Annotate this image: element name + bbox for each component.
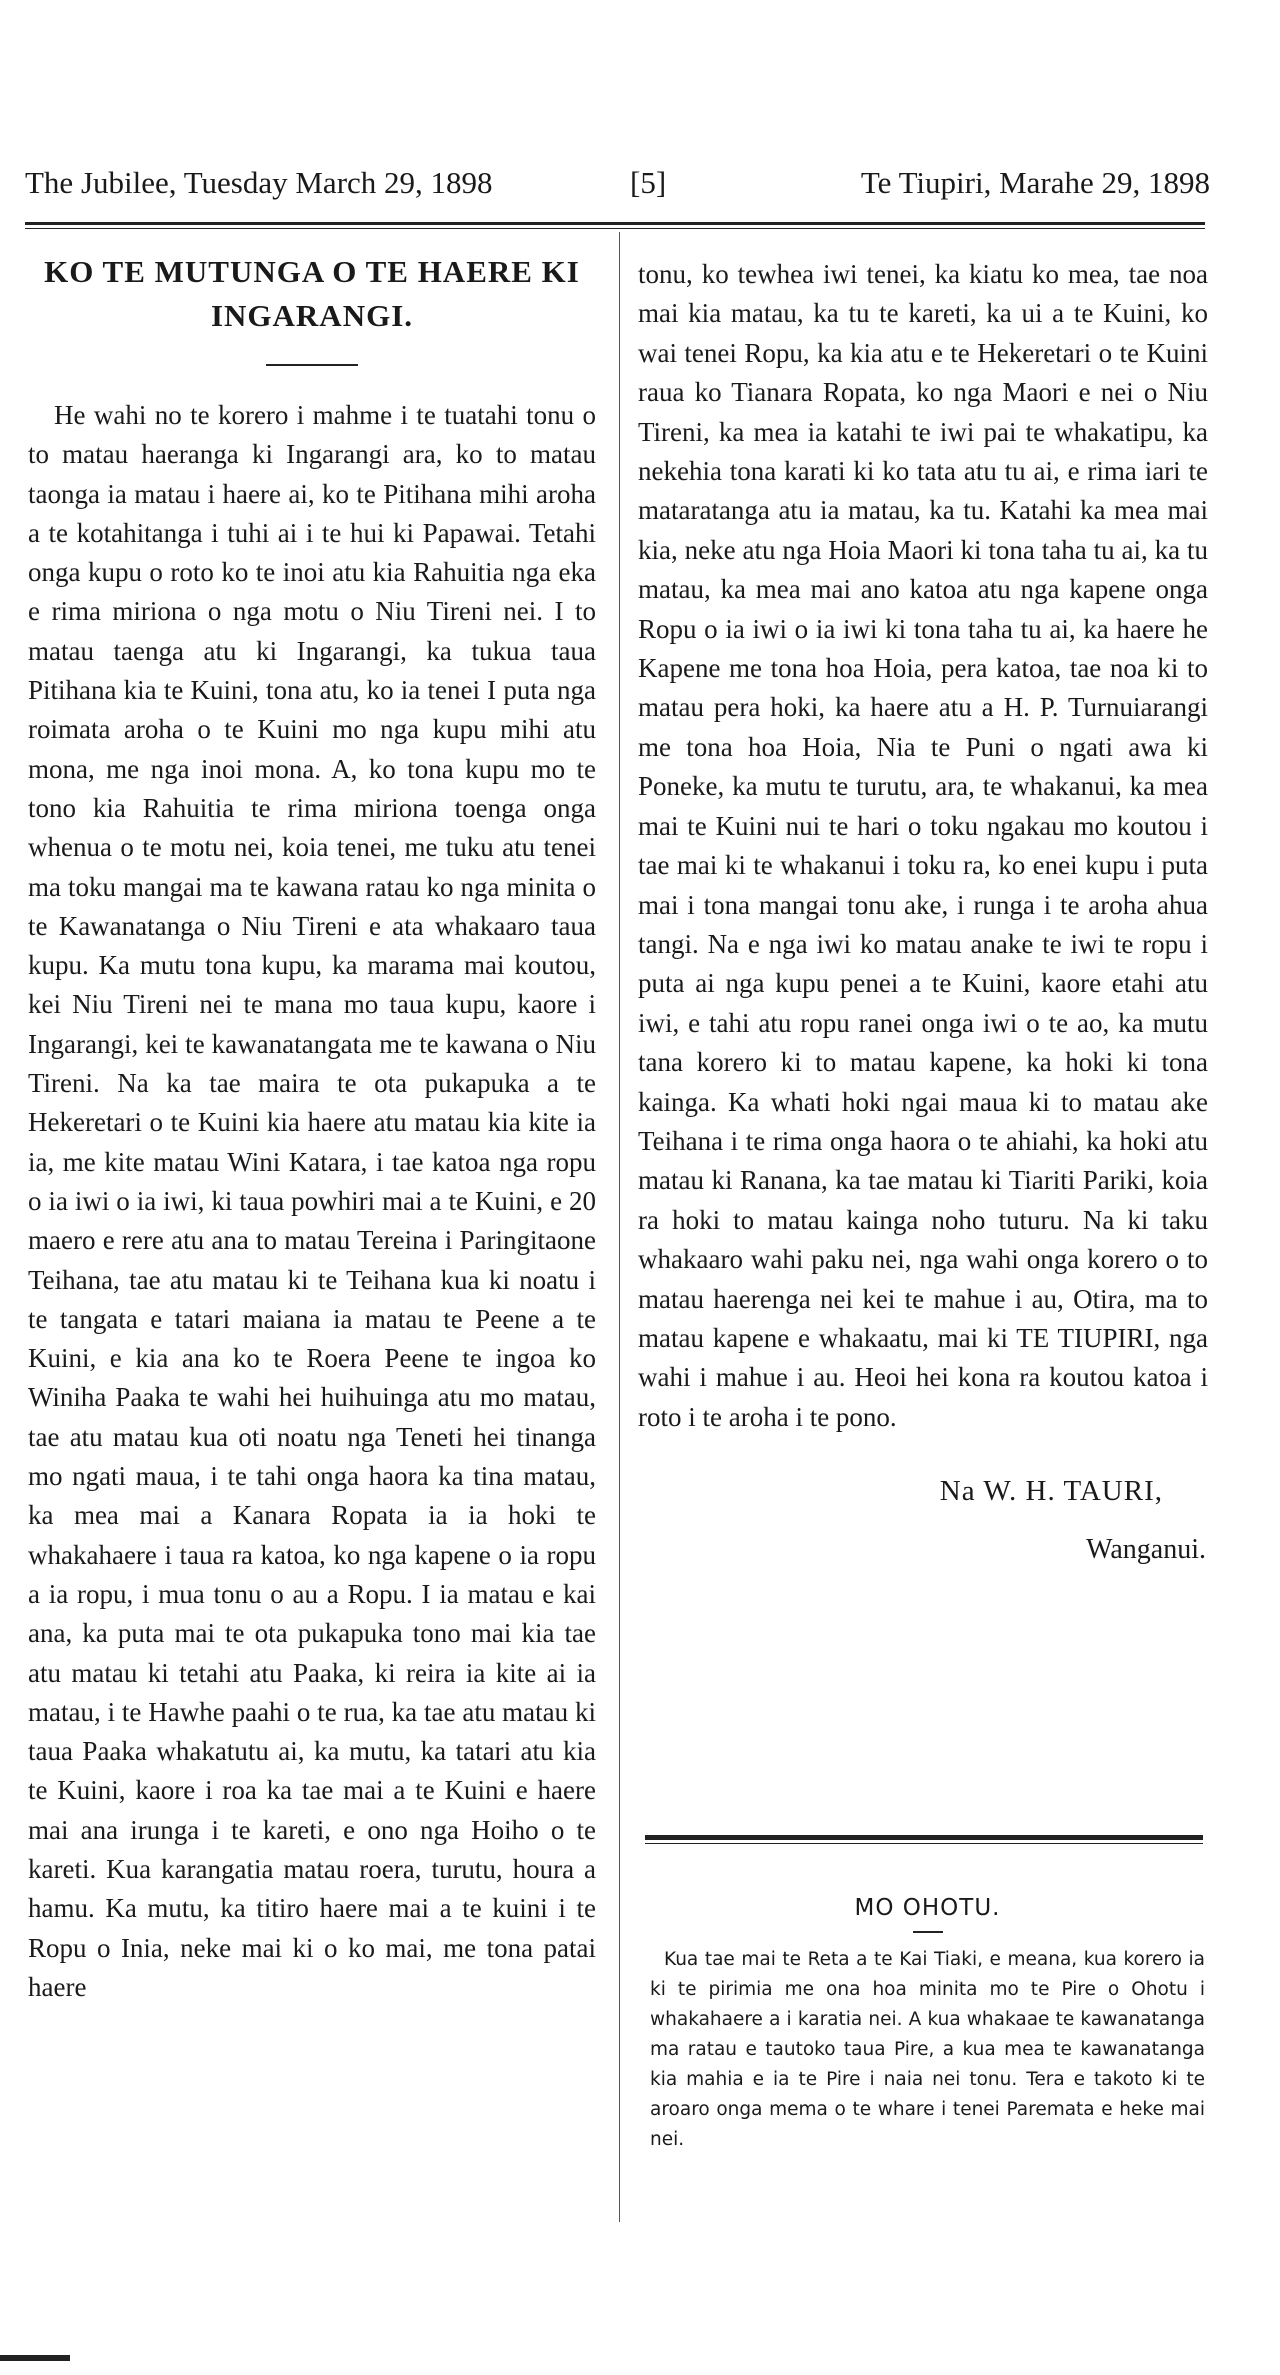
notice-body: Kua tae mai te Reta a te Kai Tiaki, e meana, kua korero ia ki te pirimia me ona hoa minita mo te Pire o Ohotu i whakahaere a i karatia nei. A kua whakaae te kawanatanga ma ratau e tautoko taua Pire, a kua mea te kawanatanga kia mahia e ia te Pire i naia nei tonu. Tera e takoto ki te aroaro onga mema o te whare i tenei Paremata e heke mai nei. bbox=[650, 1949, 1205, 2150]
page-number: [5] bbox=[630, 165, 667, 200]
page-header bbox=[25, 165, 1210, 210]
article-signature: Na W. H. TAURI, bbox=[939, 1475, 1163, 1508]
page-edge-mark bbox=[0, 2355, 70, 2361]
header-rule bbox=[25, 222, 1205, 229]
article-place: Wanganui. bbox=[1086, 1534, 1206, 1566]
article-body-right: tonu, ko tewhea iwi tenei, ka kiatu ko mea, tae noa mai kia matau, ka tu te kareti, ka ui a te Kuini, ko wai tenei Ropu, ka kia atu e te Hekeretari o te Kuini raua ko Tianara Ropata, ko nga Maori e nei o Niu Tireni, ka mea ia katahi te iwi pai te whakatipu, ka nekehia tona karati ki ko tata atu tu ai, e rima iari te mataratanga atu ia matau, ka tu. Katahi ka mea mai kia, neke atu nga Hoia Maori ki tona taha tu ai, ka tu matau, ka mea mai ano katoa atu nga kapene onga Ropu o ia iwi o ia iwi ki tona taha tu ai, ka haere he Kapene me tona hoa Hoia, pera katoa, tae noa ki to matau pera hoki, ka haere atu a H. P. Turnuiarangi me tona hoa Hoia, Nia te Puni o ngati awa ki Poneke, ka mutu te turutu, ara, te whakanui, ka mea mai te Kuini nui te hari o toku ngakau mo koutou i tae mai ki te whakanui i toku ra, ko enei kupu i puta mai i tona mangai tonu ake, i runga i te aroha ahua tangi. Na e nga iwi ko matau anake te iwi te ropu i puta ai nga kupu penei a te Kuini, kaore etahi atu iwi, e tahi atu ropu ranei onga iwi o te ao, ka mutu tana korero ki to matau kapene, ka hoki ki tona kainga. Ka whati hoki ngai maua ki to matau ake Teihana i te rima onga haora o te ahiahi, ka hoki atu matau ki Ranana, ka tae matau ki Tiariti Pariki, koia ra hoki to matau kainga noho tuturu. Na ki taku whakaaro wahi paku nei, nga wahi onga korero o to matau haerenga nei kei te mahue i au, Otira, ma to matau kapene e whakaatu, mai ki TE TIUPIRI, nga wahi i mahue i au. Heoi hei kona ra koutou katoa i roto i te aroha i te pono. bbox=[638, 259, 1208, 1432]
header-english-date: The Jubilee, Tuesday March 29, 1898 bbox=[25, 165, 493, 200]
notice-title: MO OHOTU. bbox=[854, 1895, 1001, 1921]
article-title: KO TE MUTUNGA O TE HAERE KI INGARANGI. bbox=[44, 254, 580, 333]
column-divider bbox=[619, 232, 620, 2222]
article-left-column bbox=[28, 250, 596, 2007]
title-rule bbox=[266, 364, 358, 366]
article-body-left: He wahi no te korero i mahme i te tuatahi tonu o to matau haeranga ki Ingarangi ara, ko to matau taonga ia matau i haere ai, ko te Pitihana mihi aroha a te kotahitanga i tuhi ai i te hui ki Papawai. Tetahi onga kupu o roto ko te inoi atu kia Rahuitia nga eka e rima miriona o nga motu o Niu Tireni nei. I to matau taenga atu ki Ingarangi, ka tukua taua Pitihana kia te Kuini, tona atu, ko ia tenei I puta nga roimata aroha o te Kuini mo nga kupu mihi atu mona, me nga inoi mona. A, ko tona kupu mo te tono kia Rahuitia te rima miriona toenga onga whenua o te motu nei, koia tenei, me tuku atu tenei ma toku mangai ma te kawana ratau ko nga minita o te Kawanatanga o Niu Tireni e ata whakaaro taua kupu. Ka mutu tona kupu, ka marama mai koutou, kei Niu Tireni nei te mana mo taua kupu, kaore i Ingarangi, kei te kawanatangata me te kawana o Niu Tireni. Na ka tae maira te ota pukapuka a te Hekeretari o te Kuini kia haere atu matau kia kite ia ia, me kite matau Wini Katara, i tae katoa nga ropu o ia iwi o ia iwi, ki taua powhiri mai a te Kuini, e 20 maero e rere atu ana to matau Tereina i Paringitaone Teihana, tae atu matau ki te Teihana kua ki noatu i te tangata e tatari maiana ia matau te Peene a te Kuini, e kia ana ko te Roera Peene te ingoa ko Winiha Paaka te wahi hei huihuinga atu mo matau, tae atu matau kua oti noatu nga Teneti hei tinanga mo ngati maua, i te tahi onga haora ka tina matau, ka mea mai a Kanara Ropata ia ia hoki te whakahaere i taua ra katoa, ko nga kapene o ia ropu a ia ropu, i mua tonu o au a Ropu. I ia matau e kai ana, ka puta mai te ota pukapuka tono mai kia tae atu matau ki tetahi atu Paaka, ki reira ia kite ai ia matau, i te Hawhe paahi o te rua, ka tae atu matau ki taua Paaka whakatutu ai, ka mutu, ka tatari atu kia te Kuini, kaore i roa ka tae mai a te Kuini e haere mai ana irunga i te kareti, e ono nga Hoiho o te kareti. Kua karangatia matau roera, turutu, houra a hamu. Ka mutu, ka titiro haere mai a te kuini i te Ropu o Inia, neke mai ki o ko mai, me tona patai haere bbox=[28, 400, 596, 2002]
section-divider-rule bbox=[645, 1835, 1203, 1844]
article-right-column bbox=[638, 255, 1208, 1566]
notice-section bbox=[650, 1895, 1205, 2155]
header-maori-date: Te Tiupiri, Marahe 29, 1898 bbox=[860, 165, 1210, 200]
notice-title-rule bbox=[913, 1931, 943, 1933]
